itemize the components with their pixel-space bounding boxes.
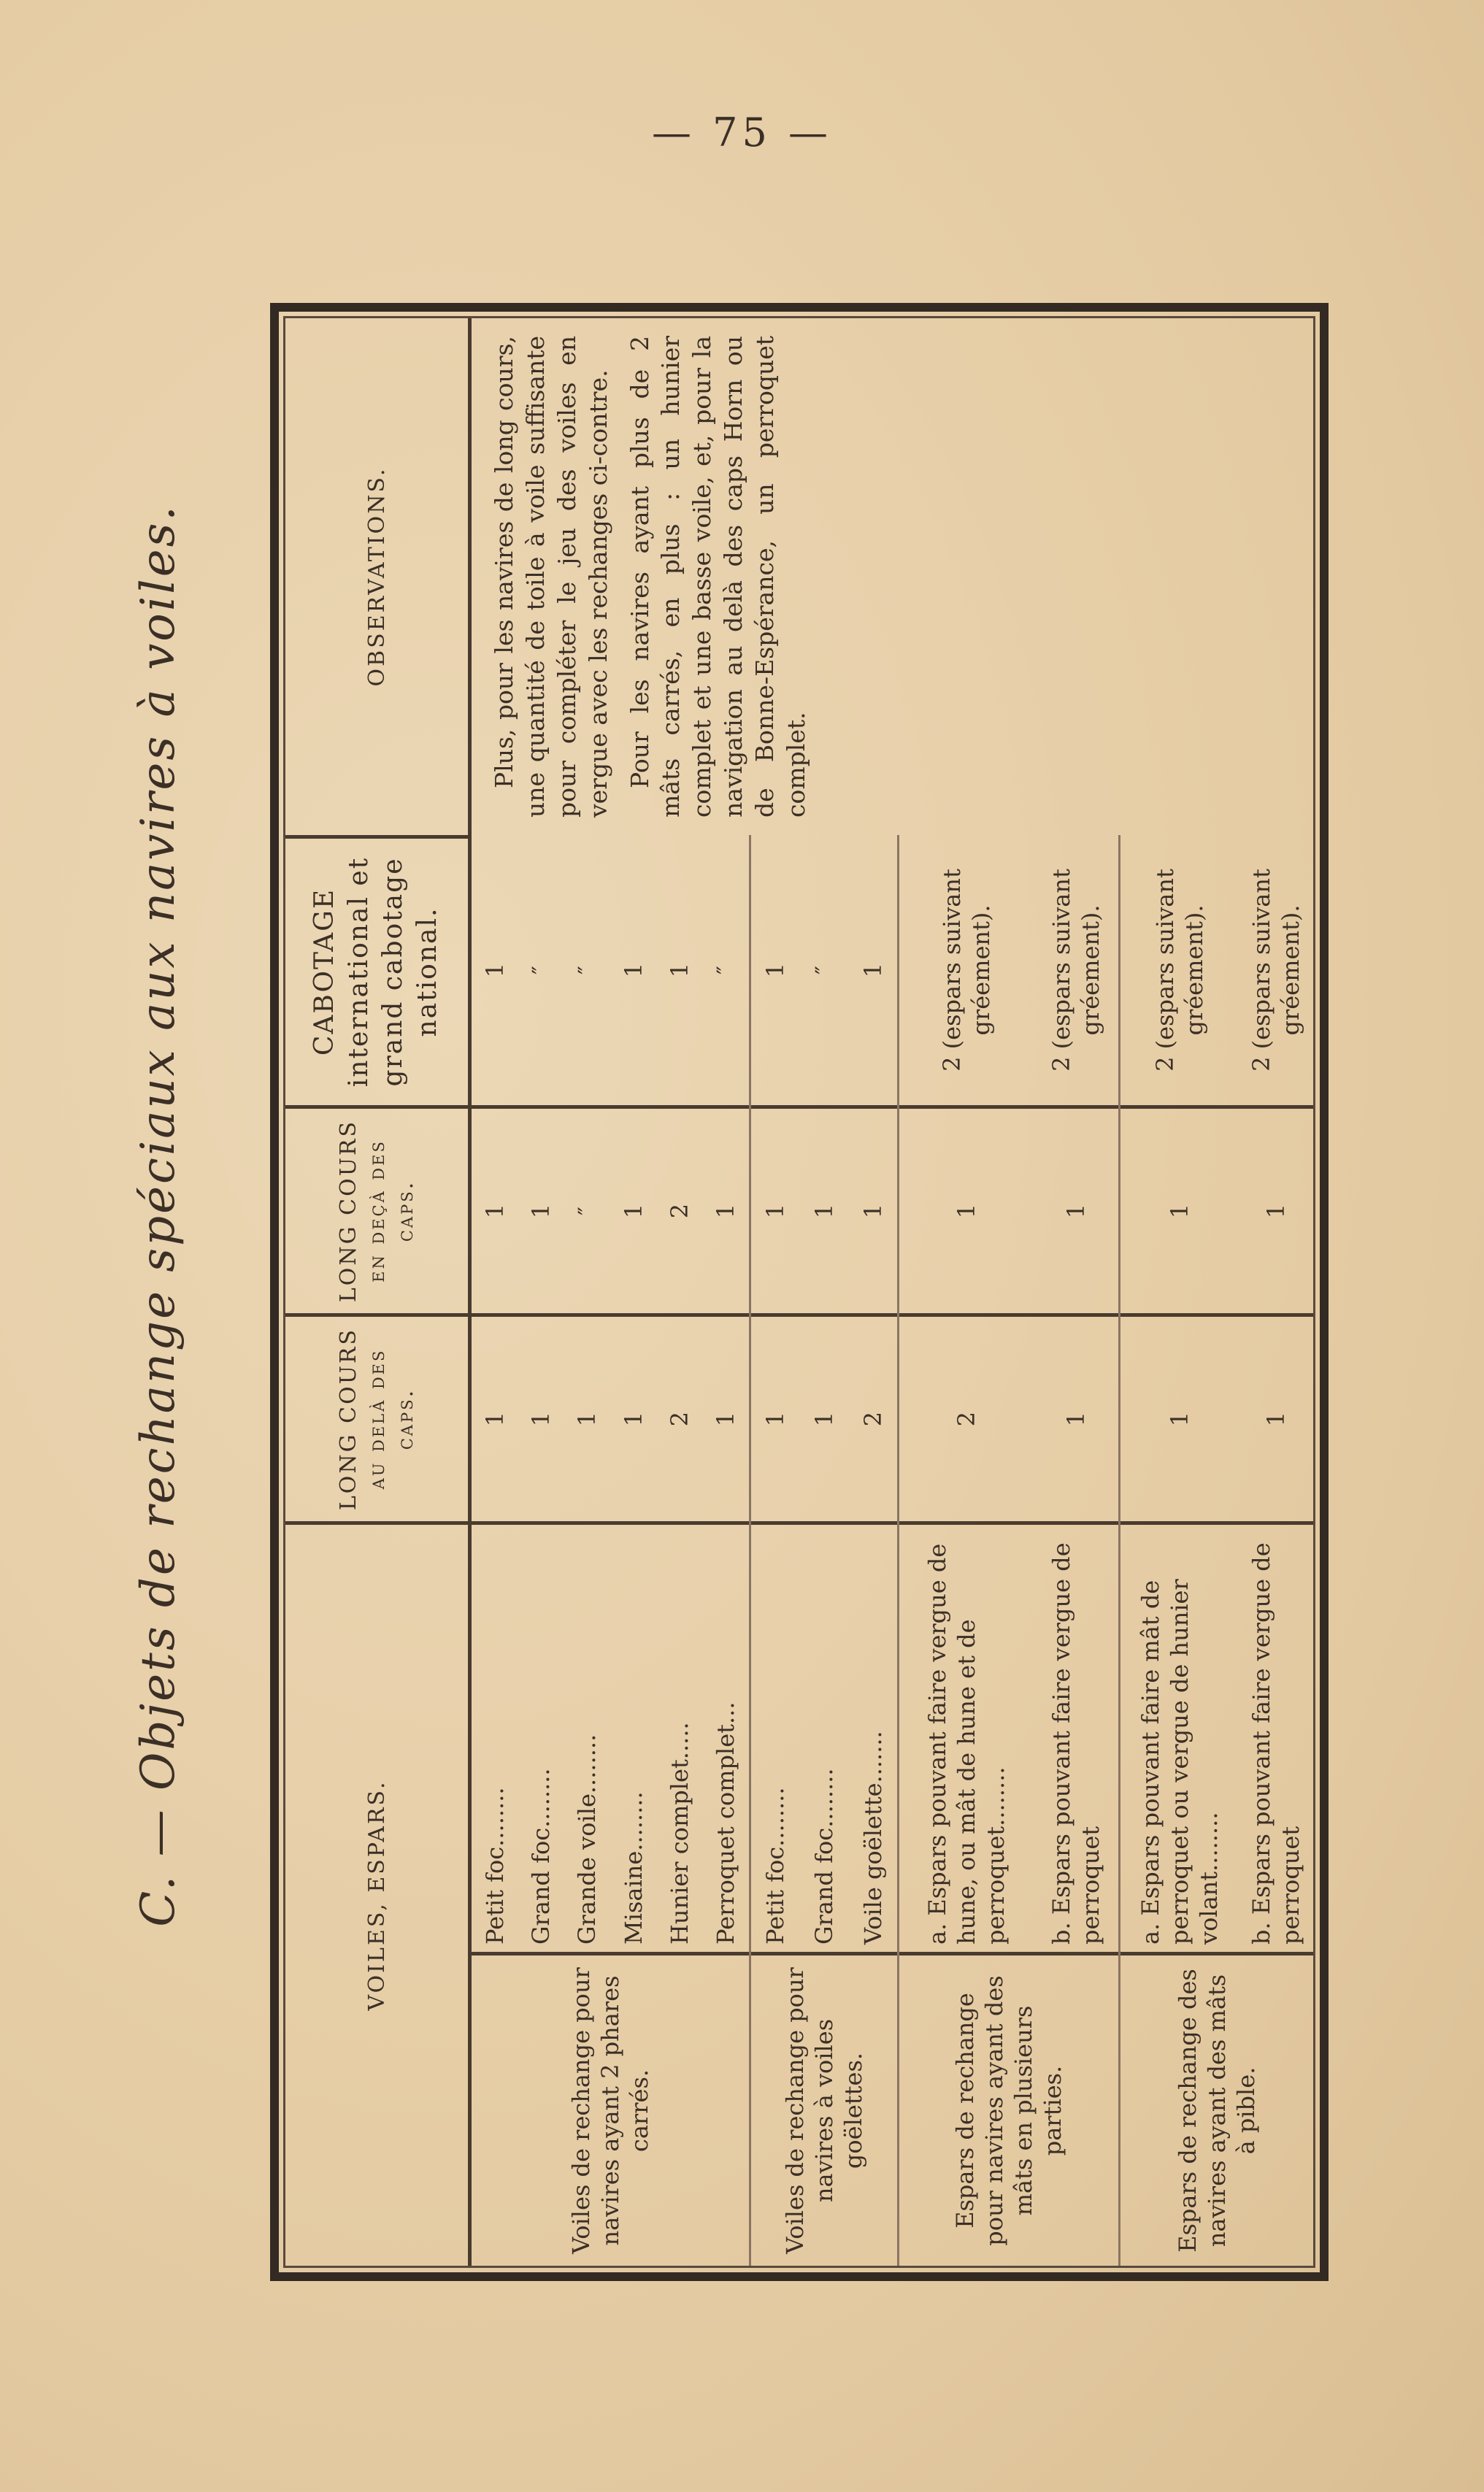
value-cell: 1 [953,1203,981,1219]
table-body [472,835,1313,2266]
group-category: Espars de rechange des navires ayant des mâts à pible. [1120,1952,1313,2266]
item-label: Grande voile........ [573,1734,601,1945]
header-long-cours-dela: LONG COURS au delà des caps. [285,1313,468,1521]
value-cell: 1 [1062,1203,1091,1219]
item-label: a. Espars pouvant faire vergue de hune, ou mât de hune et de perroquet........ [923,1543,1010,1945]
group-voiles-goelettes [751,835,899,2266]
item-label: Grand foc........ [526,1768,555,1945]
observation-paragraph: Plus, pour les navires de long cours, une quantité de toile à voile suffisante pour compléter le jeu des voiles en vergue avec les rechanges ci-contre. [490,336,612,818]
value-cell: 1 [810,1411,838,1427]
group-category: Espars de rechange pour navires ayant des mâts en plusieurs parties. [899,1952,1118,2266]
value-cell: 2 [953,1411,981,1427]
table-frame [270,303,1329,2281]
value-cell: 1 [1262,1411,1291,1427]
value-cell: 2 (espars suivant gréement). [1047,869,1105,1072]
value-cell: ″ [712,966,740,974]
col-long-cours-deca [472,1105,749,1313]
col-long-cours-dela [899,1313,1118,1521]
group-espars-mats-a-pible [1120,835,1313,2266]
value-cell: 2 [858,1411,887,1427]
value-cell: 1 [761,1203,790,1219]
value-cell: 1 [1262,1203,1291,1219]
value-cell: 2 (espars suivant gréement). [1247,869,1305,1072]
item-label: Voile goëlette....... [858,1731,887,1945]
col-long-cours-deca [751,1105,897,1313]
col-cabotage [899,835,1118,1105]
value-cell: ″ [526,966,555,974]
header-voiles-espars: VOILES, ESPARS. [285,1521,468,2266]
header-observations: OBSERVATIONS. [364,466,390,687]
value-cell: 1 [761,1411,790,1427]
group-items [899,1521,1118,1952]
observation-paragraph: Pour les navires ayant plus de 2 mâts carrés, en plus : un hunier complet et une basse voile, et, pour la navigation au delà des caps Horn ou de Bonne-Espérance, un perroquet complet. [625,336,811,818]
item-label: Misaine........ [619,1791,647,1945]
value-cell: 2 (espars suivant gréement). [1151,869,1209,1072]
col-long-cours-dela [472,1313,749,1521]
item-label: Petit foc........ [761,1787,790,1945]
page-number: — 75 — [651,109,833,155]
group-espars-plusieurs-parties [899,835,1120,2266]
value-cell: 1 [858,1203,887,1219]
value-cell: 1 [712,1203,740,1219]
value-cell: 1 [1166,1411,1194,1427]
group-category: Voiles de rechange pour navires ayant 2 phares carrés. [472,1952,749,2266]
col-cabotage [472,835,749,1105]
item-label: a. Espars pouvant faire mât de perroquet ou vergue de hunier volant........ [1137,1579,1223,1945]
item-label: Grand foc........ [810,1768,838,1945]
value-cell: 1 [526,1411,555,1427]
value-cell: 1 [810,1203,838,1219]
col-long-cours-dela [751,1313,897,1521]
item-label: Petit foc........ [480,1787,509,1945]
spare-parts-table [283,316,1315,2268]
group-voiles-phares-carres [472,835,751,2266]
item-label: Perroquet complet... [712,1701,740,1945]
value-cell: 1 [573,1411,601,1427]
value-cell: 2 (espars suivant gréement). [938,869,996,1072]
value-cell: 2 [665,1411,693,1427]
col-long-cours-deca [1120,1105,1313,1313]
value-cell: 1 [619,1203,647,1219]
group-items [472,1521,749,1952]
value-cell: 1 [480,1203,509,1219]
col-long-cours-deca [899,1105,1118,1313]
rotated-table-sheet [88,29,1460,2401]
value-cell: 1 [480,1411,509,1427]
value-cell: 1 [526,1203,555,1219]
item-label: b. Espars pouvant faire vergue de perroquet [1247,1542,1305,1945]
table-title: C. — Objets de rechange spéciaux aux navires à voiles. [131,504,185,1927]
value-cell: 1 [858,962,887,978]
col-long-cours-dela [1120,1313,1313,1521]
value-cell: 1 [619,1411,647,1427]
observations-column [472,318,1313,835]
group-category: Voiles de rechange pour navires à voiles goëlettes. [751,1952,897,2266]
col-cabotage [751,835,897,1105]
value-cell: 1 [1062,1411,1091,1427]
value-cell: 1 [619,962,647,978]
value-cell: 1 [761,962,790,978]
value-cell: 1 [665,962,693,978]
col-cabotage [1120,835,1313,1105]
value-cell: ″ [573,966,601,974]
value-cell: 2 [665,1203,693,1219]
item-label: Hunier complet..... [665,1722,693,1945]
item-label: b. Espars pouvant faire vergue de perroquet [1047,1542,1105,1945]
value-cell: 1 [480,962,509,978]
value-cell: ″ [573,1207,601,1215]
table-header-row [285,318,472,2266]
group-items [751,1521,897,1952]
group-items [1120,1521,1313,1952]
value-cell: ″ [810,966,838,974]
value-cell: 1 [712,1411,740,1427]
value-cell: 1 [1166,1203,1194,1219]
header-cabotage: CABOTAGE international et grand cabotage national. [285,835,468,1105]
header-long-cours-deca: LONG COURS en deçà des caps. [285,1105,468,1313]
